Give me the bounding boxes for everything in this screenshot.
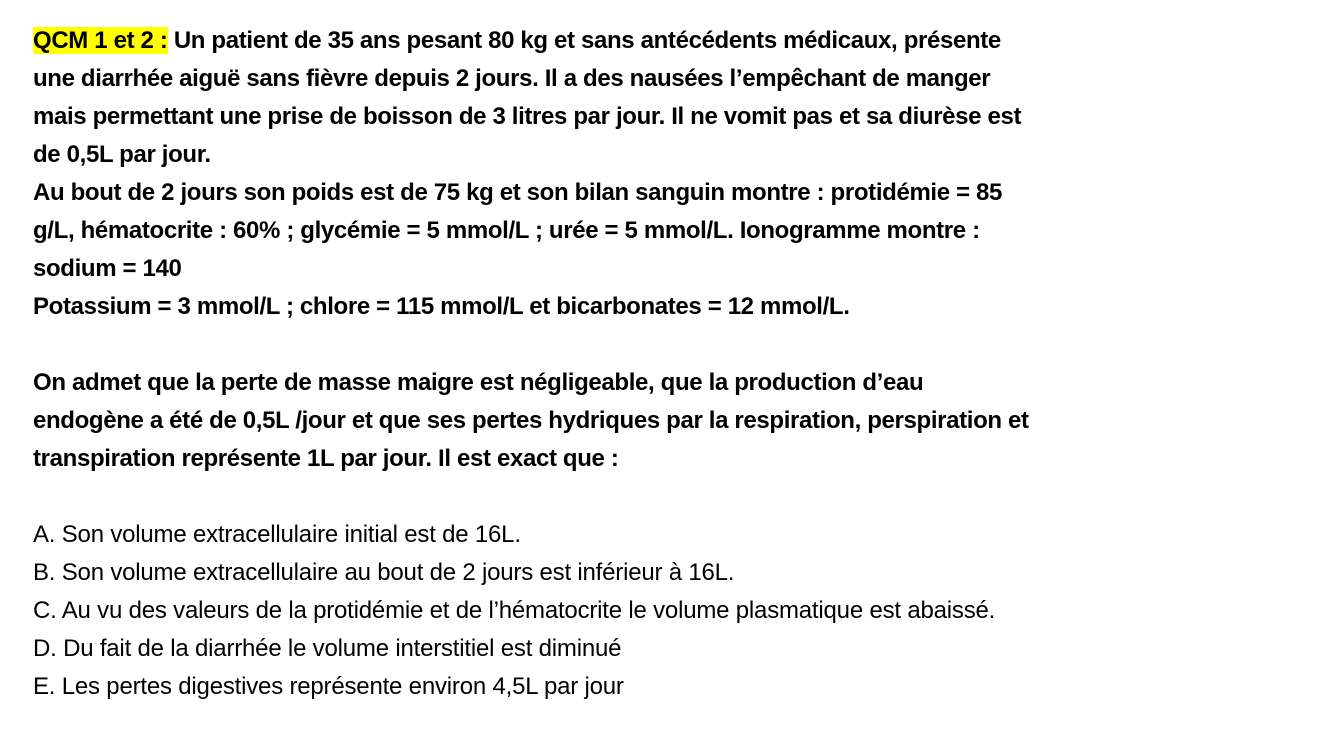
question-text-line: sodium = 140: [33, 255, 182, 282]
question-text-line: de 0,5L par jour.: [33, 141, 211, 168]
answer-option-d: D. Du fait de la diarrhée le volume interstitiel est diminué: [33, 635, 622, 662]
paragraph-spacer: [33, 326, 1323, 364]
question-text-line: Au bout de 2 jours son poids est de 75 kg et son bilan sanguin montre : protidémie = 85: [33, 179, 1003, 206]
answer-option-e: E. Les pertes digestives représente environ 4,5L par jour: [33, 673, 624, 700]
question-text-line: Un patient de 35 ans pesant 80 kg et sans antécédents médicaux, présente: [167, 27, 1001, 54]
question-text-line: transpiration représente 1L par jour. Il est exact que :: [33, 445, 619, 472]
question-text-line: une diarrhée aiguë sans fièvre depuis 2 jours. Il a des nausées l’empêchant de manger: [33, 65, 991, 92]
question-text-line: g/L, hématocrite : 60% ; glycémie = 5 mmol/L ; urée = 5 mmol/L. Ionogramme montre :: [33, 217, 980, 244]
paragraph-spacer: [33, 478, 1323, 516]
question-text-line: On admet que la perte de masse maigre est négligeable, que la production d’eau: [33, 369, 924, 396]
question-text-line: endogène a été de 0,5L /jour et que ses pertes hydriques par la respiration, perspiration et: [33, 407, 1029, 434]
question-text-line: mais permettant une prise de boisson de 3 litres par jour. Il ne vomit pas et sa diurèse est: [33, 103, 1022, 130]
answer-option-b: B. Son volume extracellulaire au bout de 2 jours est inférieur à 16L.: [33, 559, 735, 586]
question-label: QCM 1 et 2 :: [33, 27, 168, 54]
answer-option-c: C. Au vu des valeurs de la protidémie et de l’hématocrite le volume plasmatique est abaissé.: [33, 597, 996, 624]
answer-option-a: A. Son volume extracellulaire initial est de 16L.: [33, 521, 521, 548]
question-text-line: Potassium = 3 mmol/L ; chlore = 115 mmol/L et bicarbonates = 12 mmol/L.: [33, 293, 850, 320]
question-line-1: [33, 22, 1323, 60]
question-document: [33, 22, 1323, 706]
